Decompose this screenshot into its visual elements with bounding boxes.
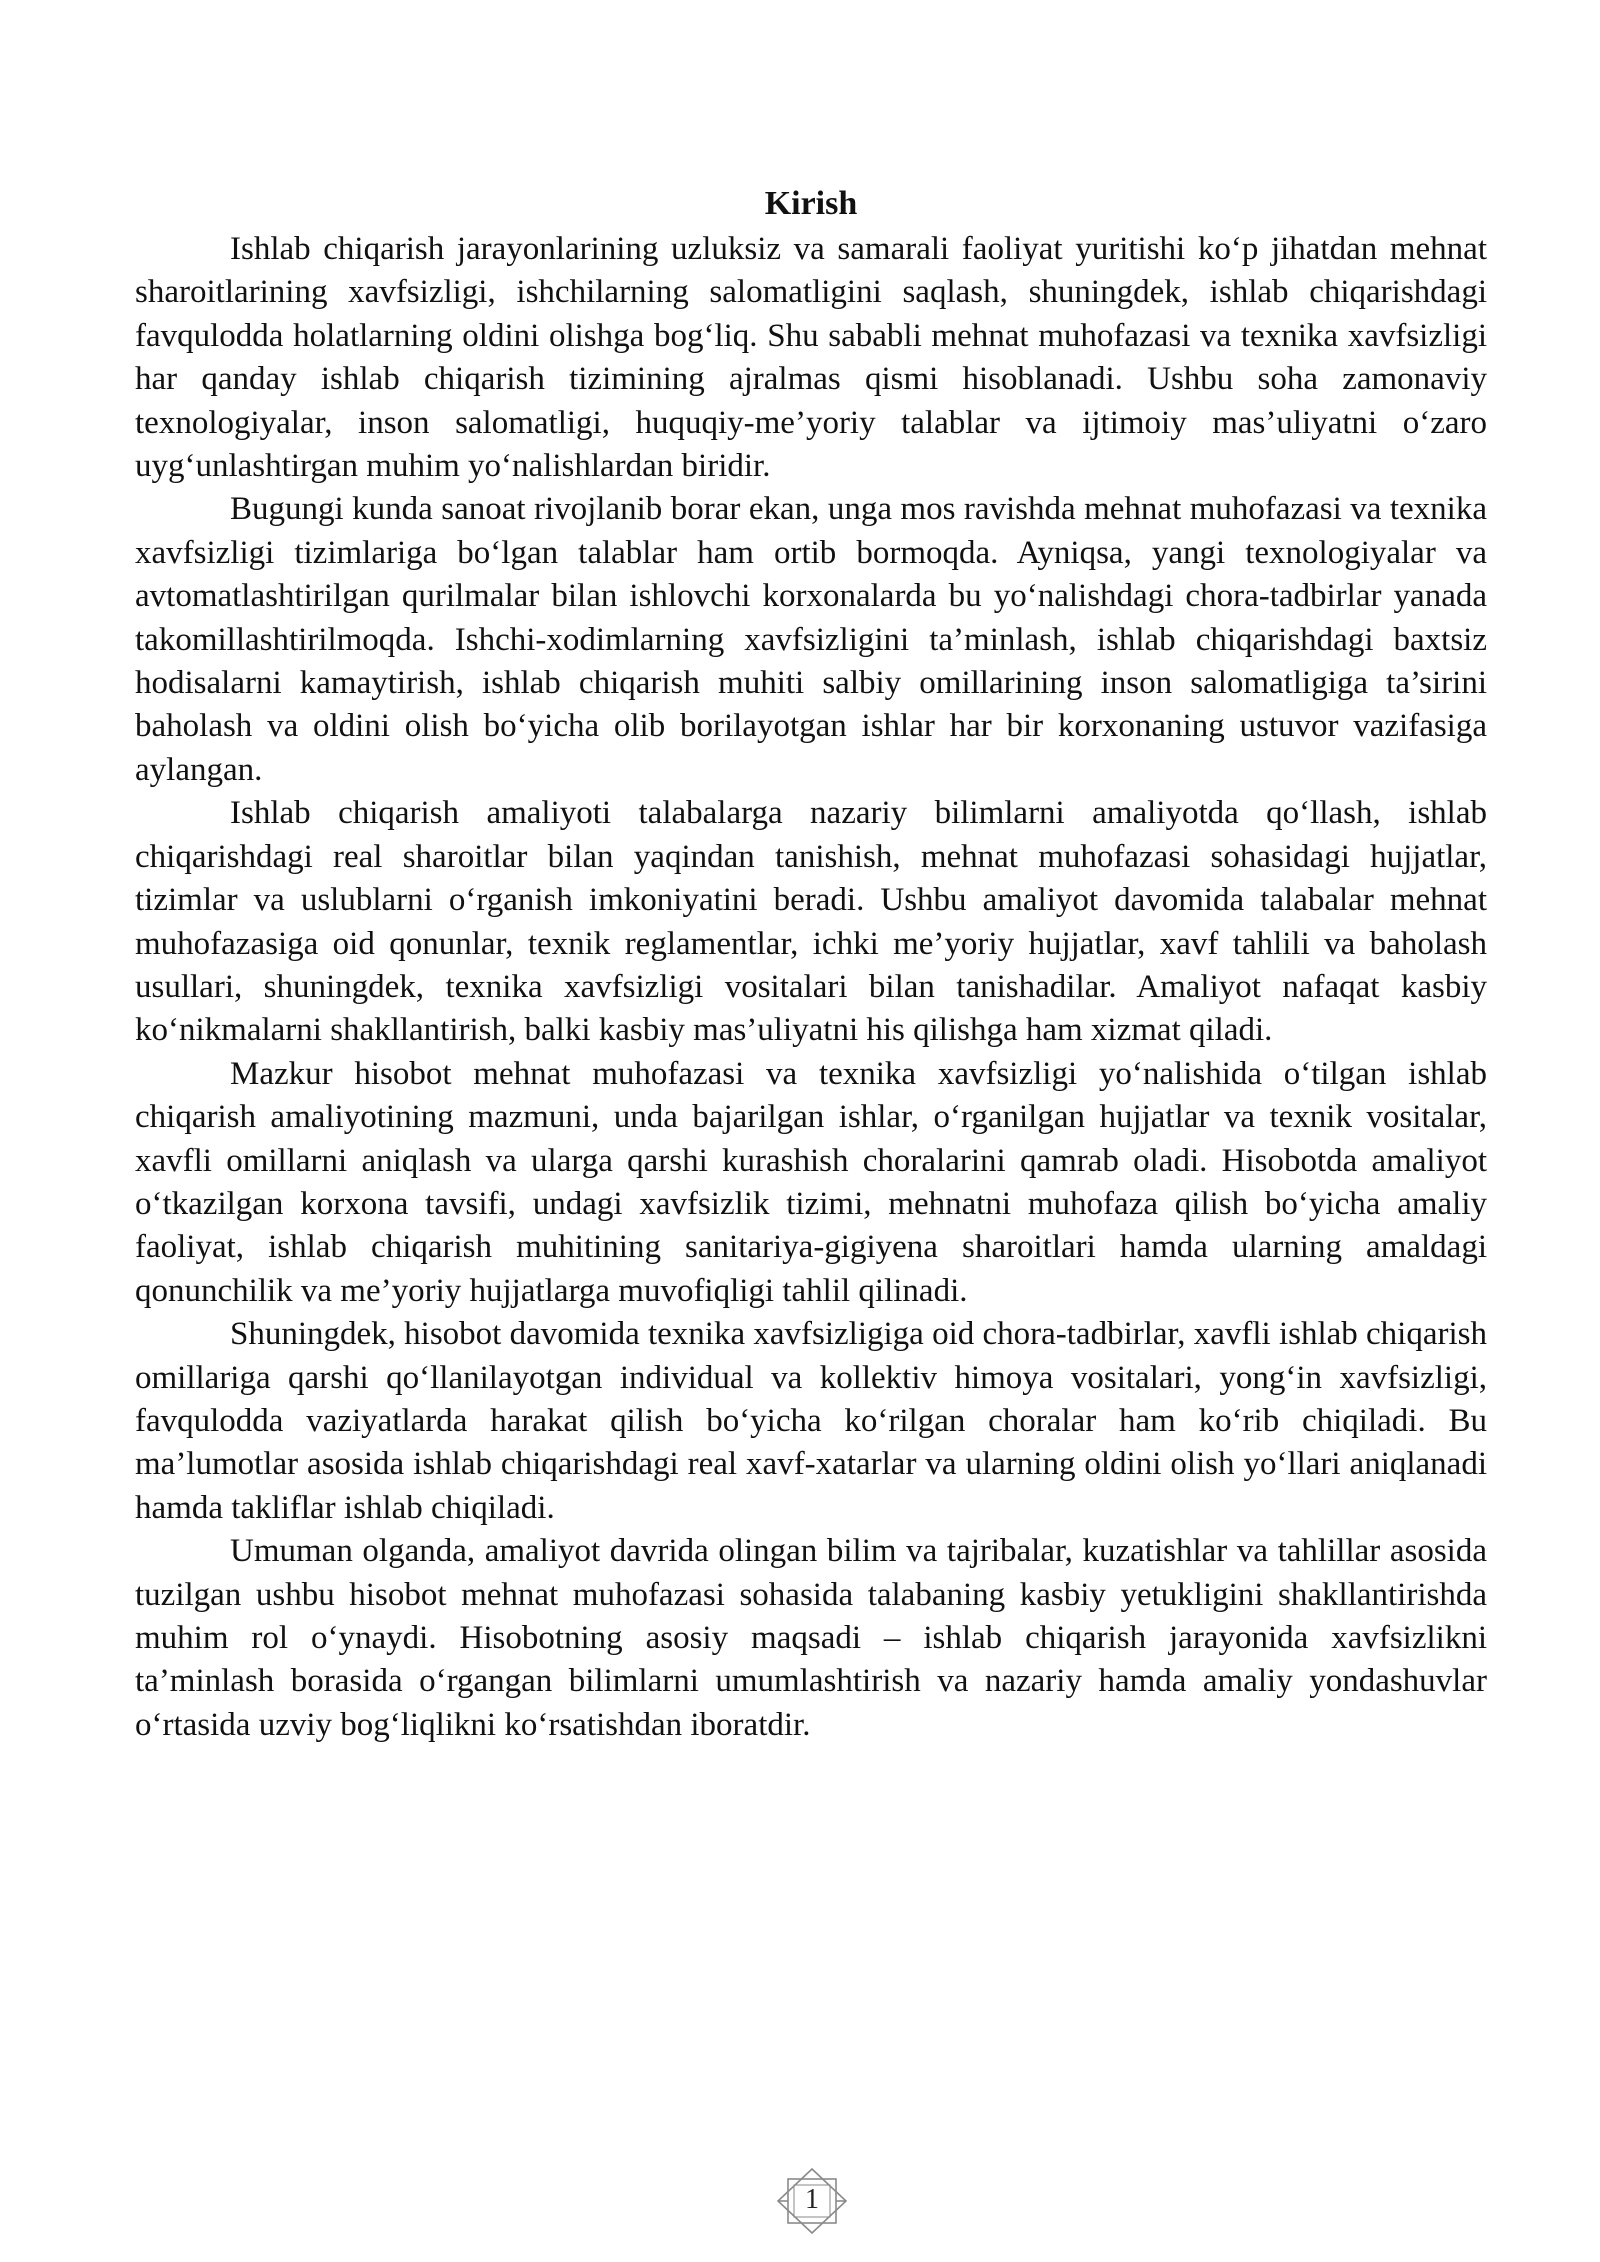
paragraph-6: Umuman olganda, amaliyot davrida olingan bilim va tajribalar, kuzatishlar va tahlillar asosida tuzilgan ushbu hisobot mehnat muhofazasi sohasida talabaning kasbiy yetukligini shakllantirishda muhim rol o‘ynaydi. Hisobotning asosiy maqsadi – ishlab chiqarish jarayonida xavfsizlikni ta’minlash borasida o‘rgangan bilimlarni umumlashtirish va nazariy hamda amaliy yondashuvlar o‘rtasida uzviy bog‘liqlikni ko‘rsatishdan iboratdir. bbox=[135, 1533, 1487, 1743]
paragraph-3: Ishlab chiqarish amaliyoti talabalarga nazariy bilimlarni amaliyotda qo‘llash, ishlab chiqarishdagi real sharoitlar bilan yaqindan tanishish, mehnat muhofazasi sohasidagi hujjatlar, tizimlar va uslublarni o‘rganish imkoniyatini beradi. Ushbu amaliyot davomida talabalar mehnat muhofazasiga oid qonunlar, texnik reglamentlar, ichki me’yoriy hujjatlar, xavf tahlili va baholash usullari, shuningdek, texnika xavfsizligi vositalari bilan tanishadilar. Amaliyot nafaqat kasbiy ko‘nikmalarni shakllantirish, balki kasbiy mas’uliyatni his qilishga ham xizmat qiladi. bbox=[135, 795, 1487, 1049]
paragraph-5: Shuningdek, hisobot davomida texnika xavfsizligiga oid chora-tadbirlar, xavfli ishlab chiqarish omillariga qarshi qo‘llanilayotgan individual va kollektiv himoya vositalari, yong‘in xavfsizligi, favqulodda vaziyatlarda harakat qilish bo‘yicha ko‘rilgan choralar ham ko‘rib chiqiladi. Bu ma’lumotlar asosida ishlab chiqarishdagi real xavf-xatarlar va ularning oldini olish yo‘llari aniqlanadi hamda takliflar ishlab chiqiladi. bbox=[135, 1316, 1487, 1526]
page-number bbox=[772, 2166, 852, 2236]
paragraph-2: Bugungi kunda sanoat rivojlanib borar ekan, unga mos ravishda mehnat muhofazasi va texnika xavfsizligi tizimlariga bo‘lgan talablar ham ortib bormoqda. Ayniqsa, yangi texnologiyalar va avtomatlashtirilgan qurilmalar bilan ishlovchi korxonalarda bu yo‘nalishdagi chora-tadbirlar yanada takomillashtirilmoqda. Ishchi-xodimlarning xavfsizligini ta’minlash, ishlab chiqarishdagi baxtsiz hodisalarni kamaytirish, ishlab chiqarish muhiti salbiy omillarining inson salomatligiga ta’sirini baholash va oldini olish bo‘yicha olib borilayotgan ishlar har bir korxonaning ustuvor vazifasiga aylangan. bbox=[135, 491, 1487, 788]
page-title: Kirish bbox=[764, 185, 858, 222]
page-number-text: 1 bbox=[805, 2184, 819, 2215]
paragraph-1: Ishlab chiqarish jarayonlarining uzluksiz va samarali faoliyat yuritishi ko‘p jihatdan mehnat sharoitlarining xavfsizligi, ishchilarning salomatligini saqlash, shuningdek, ishlab chiqarishdagi favqulodda holatlarning oldini olishga bog‘liq. Shu sababli mehnat muhofazasi va texnika xavfsizligi har qanday ishlab chiqarish tizimining ajralmas qismi hisoblanadi. Ushbu soha zamonaviy texnologiyalar, inson salomatligi, huquqiy-me’yoriy talablar va ijtimoiy mas’uliyatni o‘zaro uyg‘unlashtirgan muhim yo‘nalishlardan biridir. bbox=[135, 231, 1487, 485]
document-body bbox=[135, 182, 1487, 1747]
paragraph-4: Mazkur hisobot mehnat muhofazasi va texnika xavfsizligi yo‘nalishida o‘tilgan ishlab chiqarish amaliyotining mazmuni, unda bajarilgan ishlar, o‘rganilgan hujjatlar va texnik vositalar, xavfli omillarni aniqlash va ularga qarshi kurashish choralarini qamrab oladi. Hisobotda amaliyot o‘tkazilgan korxona tavsifi, undagi xavfsizlik tizimi, mehnatni muhofaza qilish bo‘yicha amaliy faoliyat, ishlab chiqarish muhitining sanitariya-gigiyena sharoitlari hamda ularning amaldagi qonunchilik va me’yoriy hujjatlarga muvofiqligi tahlil qilinadi. bbox=[135, 1055, 1487, 1309]
